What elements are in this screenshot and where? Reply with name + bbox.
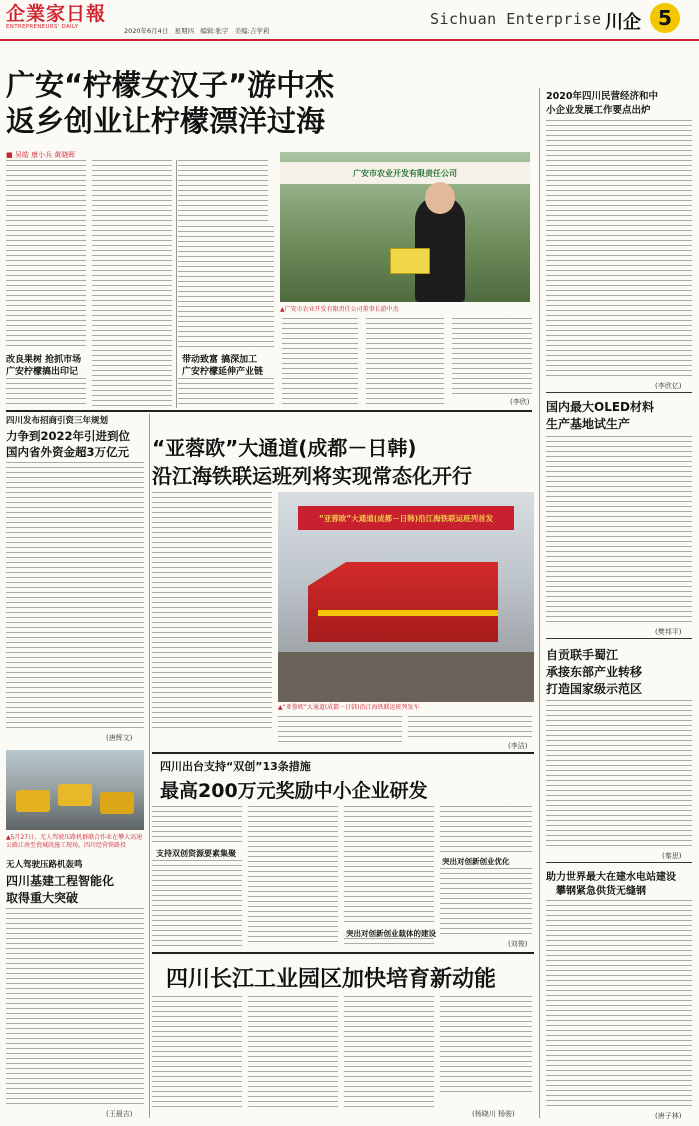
- train-photo-caption: ▲“亚蓉欧”大通道(成都－日韩)沿江海铁联运班列发车: [278, 704, 420, 711]
- yangtze-rule-top: [152, 952, 534, 954]
- yangtze-title: 四川长江工业园区加快培育新动能: [166, 967, 497, 992]
- left-storyA-title-1: 力争到2022年引进到位: [6, 429, 131, 443]
- right-story2-title-1: 国内最大OLED材料: [546, 400, 655, 414]
- sme-subhead-3: 突出对创新创业优化: [442, 857, 510, 866]
- col-rule-left: [176, 160, 177, 408]
- lemon-box: [390, 248, 430, 274]
- lead-editor-tag: (李欣): [510, 398, 530, 406]
- roller-1: [16, 790, 50, 812]
- sme-text-col1b: [152, 860, 242, 946]
- lead-photo: [280, 152, 530, 302]
- rail-text-col2: [278, 716, 402, 744]
- lead-text-col3c: [178, 378, 274, 408]
- right-story1-title-2: 小企业发展工作要点出炉: [546, 105, 651, 116]
- right-story1-body: [546, 120, 692, 380]
- right-story4-title-2: 攀钢紧急供货无缝钢: [556, 886, 646, 897]
- train-photo: [278, 492, 534, 702]
- left-storyB-title-2: 取得重大突破: [6, 891, 79, 905]
- right-story4-title-1: 助力世界最大在建水电站建设: [546, 872, 676, 883]
- sme-tag: (刘俊): [508, 940, 528, 948]
- right-story3-title-3: 打造国家级示范区: [546, 682, 643, 696]
- masthead: [0, 0, 699, 40]
- sme-text-col3: [344, 806, 434, 926]
- yangtze-tag: (杨晓川 杨骏): [472, 1110, 515, 1118]
- right-story2-title-2: 生产基地试生产: [546, 417, 631, 431]
- lead-text-col6: [452, 318, 532, 394]
- lead-text-col1: [6, 160, 86, 350]
- roller-photo: [6, 750, 144, 830]
- paper-name-en: ENTREPRENEURS' DAILY: [6, 24, 79, 30]
- left-storyB-tag: (王晨吉): [106, 1110, 133, 1118]
- lead-subhead-1: 改良果树 抢抓市场: [6, 355, 82, 365]
- train-banner: [298, 506, 514, 530]
- designer-credit: 美编:吉学莉: [234, 27, 270, 35]
- company-sign-text: 广安市农业开发有限责任公司: [353, 168, 457, 178]
- section-title-cn: 川企: [605, 12, 641, 33]
- yangtze-text-col4: [440, 996, 532, 1096]
- rail-tag: (李洁): [508, 742, 528, 750]
- right-story1-tag: (李欣亿): [655, 382, 682, 390]
- left-storyB-body: [6, 908, 144, 1106]
- yangtze-text-col3: [344, 996, 434, 1108]
- lead-headline-1: 广安“柠檬女汉子”游中杰: [6, 68, 335, 102]
- left-storyA-body: [6, 462, 144, 732]
- lead-text-col1b: [6, 378, 86, 406]
- left-storyA-tag: (唐辉文): [106, 734, 133, 742]
- sme-kicker: 四川出台支持“双创”13条措施: [160, 760, 311, 773]
- col-rule-right: [539, 88, 540, 1118]
- right-story2-body: [546, 436, 692, 626]
- right-rule-2: [546, 638, 692, 639]
- rail-text-col3: [408, 716, 532, 740]
- lead-text-col5: [366, 318, 444, 408]
- lead-text-col4: [282, 318, 358, 408]
- issue-info: [124, 26, 269, 35]
- page-number-badge: [650, 3, 680, 33]
- lead-text-col3: [178, 160, 268, 222]
- rail-text-col1: [152, 492, 272, 732]
- locomotive-stripe: [318, 610, 498, 616]
- sme-text-col1: [152, 806, 242, 846]
- left-storyA-kicker: 四川发布招商引资三年规划: [6, 416, 109, 426]
- right-story1-title-1: 2020年四川民营经济和中: [546, 91, 658, 102]
- yangtze-text-col2: [248, 996, 338, 1108]
- page-number: 5: [658, 6, 672, 30]
- right-story4-body: [546, 900, 692, 1110]
- lead-headline-2: 返乡创业让柠檬漂洋过海: [6, 104, 326, 138]
- company-sign: [280, 162, 530, 184]
- right-story3-body: [546, 700, 692, 850]
- rail-title-1: “亚蓉欧”大通道(成都－日韩): [152, 436, 417, 460]
- left-rule-top: [6, 410, 532, 412]
- yangtze-text-col1: [152, 996, 242, 1108]
- section-title-en: Sichuan Enterprise: [430, 10, 602, 28]
- train-banner-text: “亚蓉欧”大通道(成都－日韩)沿江海铁联运班列首发: [318, 513, 494, 523]
- right-story3-title-1: 自贡联手蜀江: [546, 648, 619, 662]
- lead-subhead-2: 带动致富 搞深加工: [182, 355, 258, 365]
- right-story2-tag: (樊邦平): [655, 628, 682, 636]
- person-head: [425, 182, 455, 214]
- lead-subhead-1b: 广安柠檬搞出印记: [6, 367, 79, 377]
- lead-byline: ■ 吴皓 康小兵 黄晓晖: [6, 151, 76, 159]
- editor-credit: 编辑:张宇: [200, 27, 229, 35]
- left-storyB-title-1: 四川基建工程智能化: [6, 874, 115, 888]
- right-story4-tag: (唐子林): [655, 1112, 682, 1120]
- left-storyA-title-2: 国内省外资金超3万亿元: [6, 445, 130, 459]
- paper-logo: [6, 4, 116, 30]
- left-storyB-kicker: 无人驾驶压路机轰鸣: [6, 860, 83, 870]
- lead-text-col2: [92, 160, 172, 408]
- right-story3-tag: (秦思): [662, 852, 682, 860]
- sme-subhead-2: 突出对创新创业载体的建设: [346, 929, 436, 938]
- lead-photo-caption: ▲广安市农业开发有限责任公司董事长游中杰: [280, 306, 399, 313]
- rail-track: [278, 652, 534, 702]
- locomotive: [308, 562, 498, 642]
- roller-photo-caption: ▲5月27日，无人驾驶压路机群联合作业在攀大高速公路江南至瓷城段施工现场。四川经营铁路投: [6, 834, 143, 849]
- issue-date: 2020年6月4日: [124, 27, 169, 35]
- masthead-rule: [0, 39, 699, 41]
- sme-text-col3b: [344, 938, 434, 948]
- right-rule-1: [546, 392, 692, 393]
- roller-3: [100, 792, 134, 814]
- issue-weekday: 星期四: [174, 27, 195, 35]
- lead-text-col3b: [178, 226, 274, 348]
- sme-text-col4: [440, 806, 532, 854]
- lead-subhead-2b: 广安柠檬延伸产业链: [182, 367, 264, 377]
- right-rule-3: [546, 862, 692, 863]
- paper-name-cn: 企業家日報: [6, 3, 107, 25]
- roller-2: [58, 784, 92, 806]
- rail-title-2: 沿江海铁联运班列将实现常态化开行: [152, 464, 472, 488]
- sme-rule-top: [152, 752, 534, 754]
- col-rule-leftcol: [149, 414, 150, 1118]
- sme-text-col2: [248, 806, 338, 946]
- sme-subhead-1: 支持双创资源要素集聚: [156, 849, 236, 858]
- sme-text-col4b: [440, 868, 532, 938]
- right-story3-title-2: 承接东部产业转移: [546, 665, 643, 679]
- sme-title: 最高200万元奖励中小企业研发: [160, 780, 428, 802]
